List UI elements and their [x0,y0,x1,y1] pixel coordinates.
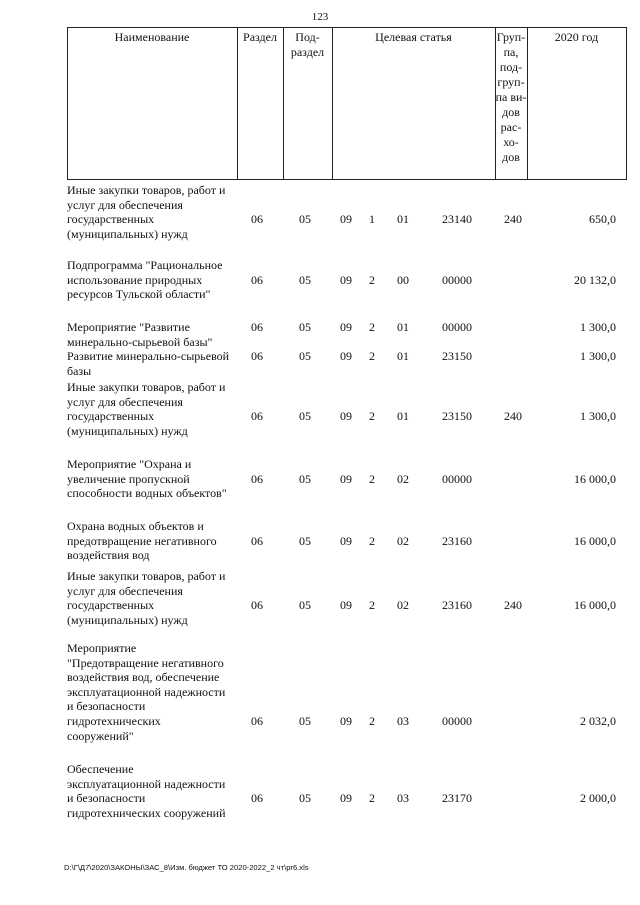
amount-cell: 16 000,0 [574,533,616,548]
header-subsection [283,30,332,60]
row-name-line: Подпрограмма "Рациональное [67,258,223,272]
row-name-line: Мероприятие "Охрана и [67,457,192,471]
target-program-cell: 09 [340,533,352,548]
target-direction-cell: 23160 [442,598,472,613]
row-name-line: "Предотвращение негативного [67,655,224,670]
row-name-line: предотвращение негативного [67,533,217,548]
row-name-line: минерально-сырьевой базы" [67,334,213,349]
target-program-cell: 09 [340,409,352,424]
row-name-line: государственных [67,409,155,424]
row-name [67,183,237,241]
row-name [67,457,237,501]
target-subprogram-cell: 2 [369,471,375,486]
subsection-cell: 05 [299,409,311,424]
target-event-cell: 02 [397,533,409,548]
row-name [67,641,237,743]
row-name-line: Обеспечение [67,762,134,776]
row-name-line: и безопасности [67,791,146,806]
target-event-cell: 01 [397,212,409,227]
section-cell: 06 [251,320,263,334]
table-row [0,349,640,378]
table-row [0,457,640,501]
subsection-cell: 05 [299,471,311,486]
row-name-line: воздействия вод [67,548,150,563]
header-subsection-line: Под- [295,30,320,44]
page-number: 123 [311,11,329,23]
target-program-cell: 09 [340,272,352,287]
subsection-cell: 05 [299,714,311,728]
target-event-cell: 03 [397,791,409,806]
target-program-cell: 09 [340,212,352,227]
target-subprogram-cell: 2 [369,714,375,728]
row-name-line: Мероприятие [67,641,137,655]
target-direction-cell: 00000 [442,320,472,334]
header-section: Раздел [243,30,277,44]
target-subprogram-cell: 2 [369,791,375,806]
target-direction-cell: 00000 [442,272,472,287]
target-event-cell: 01 [397,409,409,424]
subsection-cell: 05 [299,272,311,287]
section-cell: 06 [251,598,263,613]
header-year: 2020 год [554,30,599,44]
section-cell: 06 [251,533,263,548]
row-name-line: (муниципальных) нужд [67,612,188,627]
target-subprogram-cell: 1 [369,212,375,227]
section-cell: 06 [251,471,263,486]
target-event-cell: 00 [397,272,409,287]
amount-cell: 2 032,0 [580,714,616,728]
row-name-line: эксплуатационной надежности [67,776,226,791]
amount-cell: 20 132,0 [574,272,616,287]
target-program-cell: 09 [340,320,352,334]
target-direction-cell: 23160 [442,533,472,548]
row-name-line: услуг для обеспечения [67,197,183,212]
target-subprogram-cell: 2 [369,272,375,287]
header-group-line: Груп- [496,30,526,44]
header-divider [237,27,238,180]
section-cell: 06 [251,349,263,363]
header-group-line: па ви- [495,90,527,104]
row-name-line: способности водных объектов" [67,486,227,501]
header-group-line: дов [502,105,520,119]
target-event-cell: 02 [397,471,409,486]
target-program-cell: 09 [340,791,352,806]
row-name-line: Иные закупки товаров, работ и [67,183,226,197]
target-direction-cell: 23170 [442,791,472,806]
target-event-cell: 02 [397,598,409,613]
target-program-cell: 09 [340,349,352,363]
row-name [67,519,237,563]
row-name-line: использование природных [67,272,203,287]
row-name-line: сооружений" [67,728,134,743]
subsection-cell: 05 [299,320,311,334]
header-group-line: под- [499,60,523,74]
section-cell: 06 [251,272,263,287]
target-event-cell: 01 [397,320,409,334]
table-header [67,27,627,179]
target-subprogram-cell: 2 [369,598,375,613]
expense-type-cell: 240 [504,598,522,613]
target-subprogram-cell: 2 [369,320,375,334]
target-program-cell: 09 [340,714,352,728]
row-name [67,349,237,378]
row-name [67,258,237,302]
header-name: Наименование [114,30,190,44]
subsection-cell: 05 [299,791,311,806]
header-group-line: груп- [497,75,525,89]
amount-cell: 16 000,0 [574,471,616,486]
header-group-line: рас- [500,120,522,134]
row-name-line: услуг для обеспечения [67,583,183,598]
row-name-line: эксплуатационной надежности [67,684,226,699]
target-event-cell: 01 [397,349,409,363]
header-divider [332,27,333,180]
table-row [0,641,640,743]
table-row [0,320,640,349]
subsection-cell: 05 [299,349,311,363]
row-name-line: Развитие минерально-сырьевой [67,349,230,363]
header-divider [527,27,528,180]
target-direction-cell: 23150 [442,349,472,363]
header-group-line: хо- [503,135,519,149]
row-name-line: Охрана водных объектов и [67,519,204,533]
amount-cell: 16 000,0 [574,598,616,613]
row-name-line: государственных [67,212,155,227]
target-subprogram-cell: 2 [369,349,375,363]
header-group-line: дов [502,150,520,164]
row-name-line: гидротехнических сооружений [67,805,226,820]
header-subsection-line: раздел [290,45,325,59]
subsection-cell: 05 [299,533,311,548]
target-subprogram-cell: 2 [369,409,375,424]
header-top-border [67,27,627,28]
row-name-line: ресурсов Тульской области" [67,287,211,302]
table-row [0,569,640,627]
target-direction-cell: 23150 [442,409,472,424]
row-name-line: гидротехнических [67,713,161,728]
subsection-cell: 05 [299,598,311,613]
row-name [67,569,237,627]
row-name-line: (муниципальных) нужд [67,226,188,241]
section-cell: 06 [251,212,263,227]
row-name-line: Иные закупки товаров, работ и [67,569,226,583]
amount-cell: 1 300,0 [580,409,616,424]
header-divider [626,27,627,180]
target-direction-cell: 23140 [442,212,472,227]
row-name-line: (муниципальных) нужд [67,423,188,438]
amount-cell: 2 000,0 [580,791,616,806]
header-divider [67,27,68,180]
section-cell: 06 [251,791,263,806]
amount-cell: 1 300,0 [580,320,616,334]
row-name [67,380,237,438]
header-group [495,30,527,165]
table-row [0,519,640,563]
table-row [0,183,640,241]
subsection-cell: 05 [299,212,311,227]
row-name-line: услуг для обеспечения [67,394,183,409]
header-bottom-border [67,179,627,180]
row-name-line: базы [67,363,92,378]
target-event-cell: 03 [397,714,409,728]
table-row [0,380,640,438]
section-cell: 06 [251,714,263,728]
header-group-line: па, [503,45,519,59]
row-name-line: увеличение пропускной [67,471,190,486]
header-target: Целевая статья [375,30,452,44]
table-row [0,762,640,820]
row-name-line: Иные закупки товаров, работ и [67,380,226,394]
row-name-line: Мероприятие "Развитие [67,320,190,334]
row-name-line: государственных [67,598,155,613]
amount-cell: 650,0 [589,212,616,227]
target-program-cell: 09 [340,471,352,486]
target-program-cell: 09 [340,598,352,613]
expense-type-cell: 240 [504,409,522,424]
target-subprogram-cell: 2 [369,533,375,548]
row-name-line: воздействия вод, обеспечение [67,670,220,685]
row-name-line: и безопасности [67,699,146,714]
section-cell: 06 [251,409,263,424]
expense-type-cell: 240 [504,212,522,227]
row-name [67,762,237,820]
table-row [0,258,640,302]
row-name [67,320,237,349]
file-path-footer: D:\Г\Д7\2020\ЗАКОНЫ\ЗАС_8\Изм. бюджет ТО 2020-2022_2 чт\pr6.xls [64,863,309,872]
amount-cell: 1 300,0 [580,349,616,363]
target-direction-cell: 00000 [442,714,472,728]
target-direction-cell: 00000 [442,471,472,486]
